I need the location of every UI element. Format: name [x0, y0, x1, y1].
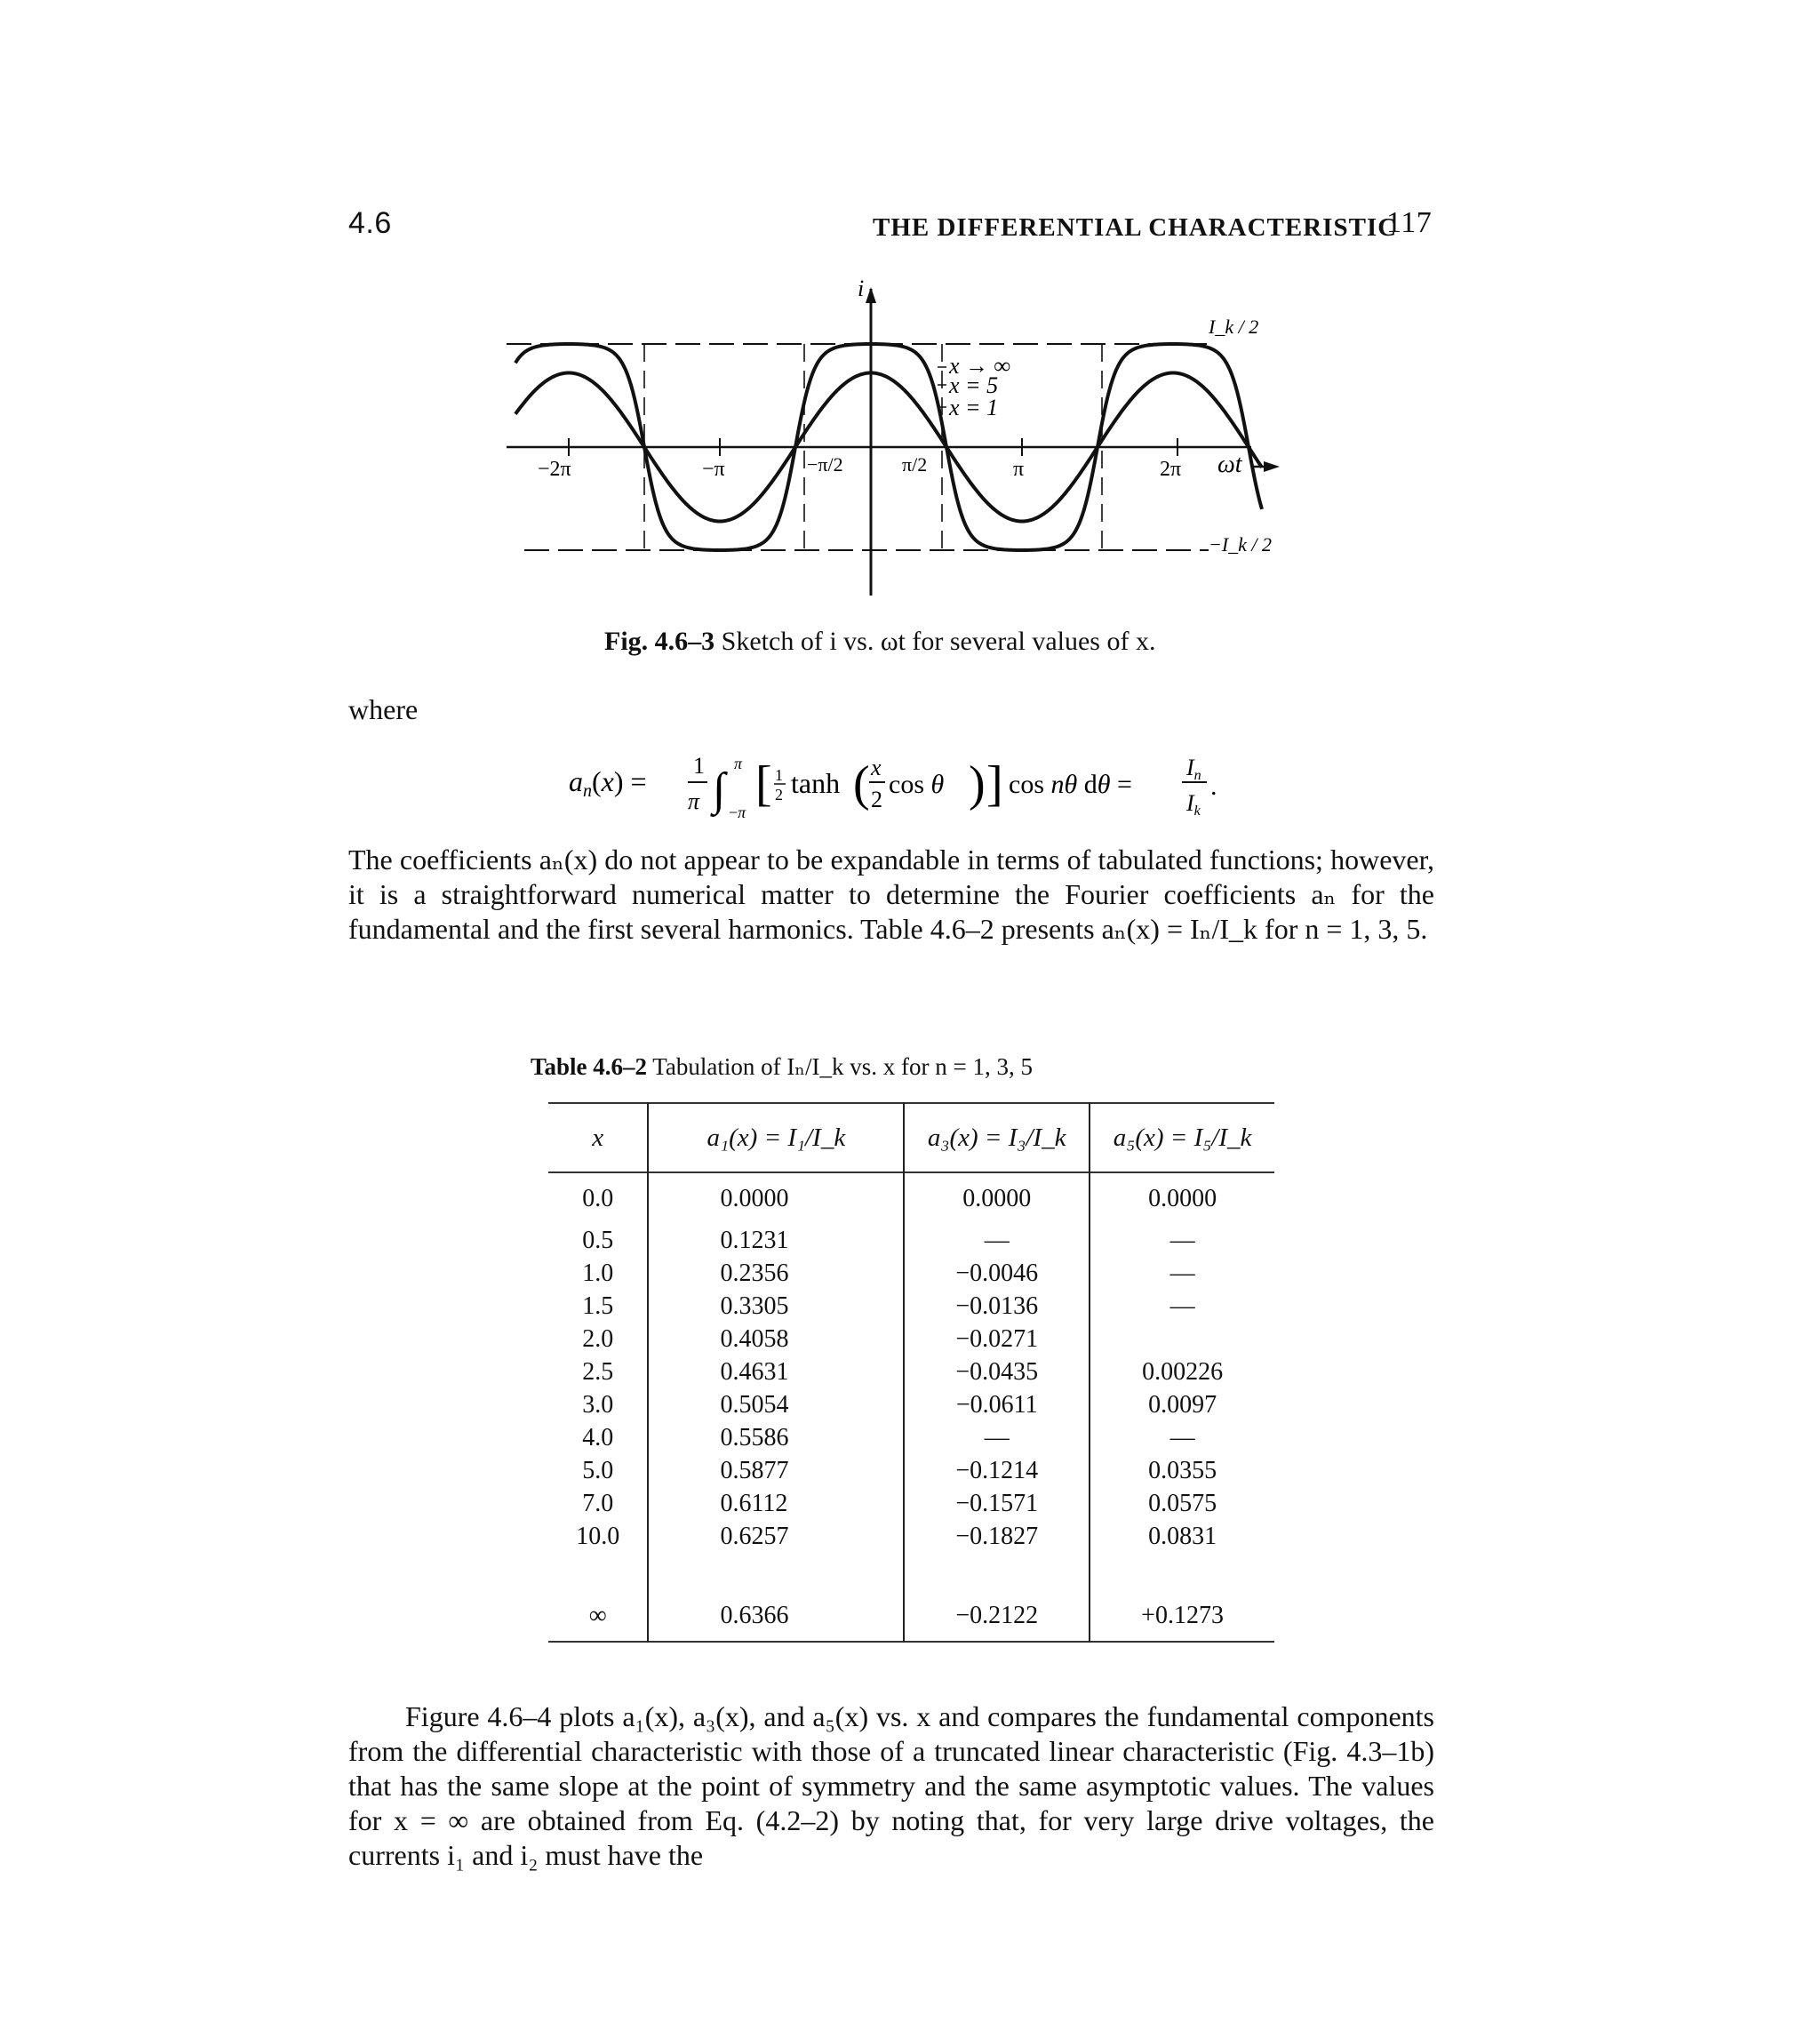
cell-a5: —	[1090, 1224, 1274, 1257]
table-row	[548, 1257, 1274, 1290]
cell-a3: −0.2122	[904, 1590, 1090, 1642]
svg-text:2: 2	[775, 786, 783, 804]
table-row	[548, 1454, 1274, 1487]
paragraph-1-text: The coefficients aₙ(x) do not appear to be expandable in terms of tabulated functions; however, it is a straightforward numerical matter to determine the Fourier coefficients aₙ for the fundamental and the first several harmonics. Table 4.6–2 presents aₙ(x) = Iₙ/I_k for n = 1, 3, 5.	[348, 844, 1434, 945]
cell-x: 1.5	[548, 1290, 648, 1323]
cell-a3: −0.0435	[904, 1355, 1090, 1388]
coefficient-table	[548, 1102, 1274, 1643]
svg-text:cos θ: cos θ	[889, 770, 945, 799]
cell-x: 2.5	[548, 1355, 648, 1388]
paragraph-2-text: Figure 4.6–4 plots a₁(x), a₃(x), and a₅(x) vs. x and compares the fundamental components from the differential characteristic with those of a truncated linear characteristic (Fig. 4.3–1b) that has the same slope at the point of symmetry and the same asymptotic values. The values for x = ∞ are obtained from Eq. (4.2–2) by noting that, for very large drive voltages, the currents i₁ and i₂ must have the	[348, 1700, 1434, 1871]
svg-text:1: 1	[775, 766, 783, 784]
svg-text:[: [	[755, 756, 772, 812]
spacer-cell	[1090, 1553, 1274, 1590]
table-row	[548, 1323, 1274, 1355]
cell-x: 4.0	[548, 1421, 648, 1454]
cell-a5: 0.0097	[1090, 1388, 1274, 1421]
cell-a3: −0.0611	[904, 1388, 1090, 1421]
cell-a1: 0.4058	[648, 1323, 904, 1355]
cell-a1: 0.6257	[648, 1520, 904, 1553]
svg-text:x: x	[871, 755, 882, 780]
spacer-cell	[648, 1553, 904, 1590]
page-number: 117	[1386, 206, 1433, 239]
table-caption-text: Tabulation of Iₙ/I_k vs. x for n = 1, 3, 5	[647, 1053, 1034, 1080]
cell-a5: —	[1090, 1421, 1274, 1454]
running-title: THE DIFFERENTIAL CHARACTERISTIC	[873, 213, 1398, 242]
cell-a1: 0.3305	[648, 1290, 904, 1323]
cell-a1: 0.5877	[648, 1454, 904, 1487]
cell-a5: 0.00226	[1090, 1355, 1274, 1388]
svg-text:an(x) =: an(x) =	[569, 765, 647, 801]
cell-a5: —	[1090, 1290, 1274, 1323]
paragraph-coefficients	[348, 843, 1434, 947]
top-level-label: I_k / 2	[1209, 316, 1259, 338]
curve-label-inf: x → ∞	[949, 353, 1011, 379]
paragraph-figure-comparison	[348, 1699, 1434, 1873]
x-axis-label: ωt	[1217, 451, 1242, 478]
y-axis-arrow	[866, 287, 876, 303]
svg-text:]: ]	[986, 756, 1003, 812]
svg-text:tanh: tanh	[791, 767, 841, 799]
cell-a1: 0.1231	[648, 1224, 904, 1257]
bottom-level-label: −I_k / 2	[1209, 533, 1273, 556]
section-number: 4.6	[348, 206, 392, 240]
cell-a3: −0.1571	[904, 1487, 1090, 1520]
cell-a3: —	[904, 1421, 1090, 1454]
cell-a5: 0.0000	[1090, 1172, 1274, 1224]
cell-x: 1.0	[548, 1257, 648, 1290]
cell-a3: 0.0000	[904, 1172, 1090, 1224]
cell-x: ∞	[548, 1590, 648, 1642]
tick-label-minus-pi: −π	[702, 458, 725, 481]
cell-x: 2.0	[548, 1323, 648, 1355]
cell-a1: 0.2356	[648, 1257, 904, 1290]
table-caption-label: Table 4.6–2	[531, 1053, 648, 1080]
tick-label-pi: π	[1013, 458, 1025, 481]
figure-caption-label: Fig. 4.6–3	[604, 627, 715, 656]
header-x: x	[548, 1103, 648, 1172]
cell-a1: 0.4631	[648, 1355, 904, 1388]
svg-text:cos nθ dθ =: cos nθ dθ =	[1009, 770, 1132, 799]
curve-label-1: x = 1	[949, 395, 999, 420]
svg-text:.: .	[1210, 772, 1217, 801]
table-header-row	[548, 1103, 1274, 1172]
figure-caption-text: Sketch of i vs. ωt for several values of x.	[714, 627, 1156, 656]
cell-a5: 0.0355	[1090, 1454, 1274, 1487]
tick-label-2pi: 2π	[1160, 458, 1182, 481]
cell-a3: −0.0271	[904, 1323, 1090, 1355]
cell-a5: —	[1090, 1257, 1274, 1290]
cell-x: 3.0	[548, 1388, 648, 1421]
equation-an	[569, 738, 1244, 836]
cell-x: 10.0	[548, 1520, 648, 1553]
cell-x: 0.5	[548, 1224, 648, 1257]
header-a3: a₃(x) = I₃/I_k	[904, 1103, 1090, 1172]
curve-label-5: x = 5	[949, 372, 999, 398]
cell-a1: 0.5054	[648, 1388, 904, 1421]
svg-text:−π: −π	[729, 804, 746, 821]
cell-a3: −0.0136	[904, 1290, 1090, 1323]
svg-text:): )	[969, 756, 986, 812]
cell-a1: 0.0000	[648, 1172, 904, 1224]
cell-x: 7.0	[548, 1487, 648, 1520]
table-row	[548, 1520, 1274, 1553]
table-row	[548, 1172, 1274, 1224]
table-row	[548, 1487, 1274, 1520]
waveform-plot	[498, 280, 1297, 609]
table-row	[548, 1355, 1274, 1388]
cell-a3: −0.1827	[904, 1520, 1090, 1553]
spacer-cell	[904, 1553, 1090, 1590]
svg-text:Ik: Ik	[1186, 790, 1201, 819]
where-text: where	[348, 693, 419, 725]
table-row	[548, 1421, 1274, 1454]
tick-label-minus-2pi: −2π	[538, 458, 571, 481]
cell-a5: 0.0575	[1090, 1487, 1274, 1520]
cell-a5: 0.0831	[1090, 1520, 1274, 1553]
table-spacer-row	[548, 1553, 1274, 1590]
table-row	[548, 1290, 1274, 1323]
svg-text:π: π	[688, 788, 700, 814]
svg-text:(: (	[853, 756, 870, 812]
cell-a5: +0.1273	[1090, 1590, 1274, 1642]
cell-a1: 0.5586	[648, 1421, 904, 1454]
cell-x: 5.0	[548, 1454, 648, 1487]
svg-text:1: 1	[693, 753, 705, 779]
svg-text:In: In	[1186, 755, 1201, 783]
header-a5: a₅(x) = I₅/I_k	[1090, 1103, 1274, 1172]
table-row	[548, 1388, 1274, 1421]
svg-text:2: 2	[871, 787, 882, 812]
spacer-cell	[548, 1553, 648, 1590]
cell-a3: −0.1214	[904, 1454, 1090, 1487]
svg-text:∫: ∫	[713, 764, 726, 815]
figure-caption	[604, 627, 1155, 657]
tick-label-minus-half-pi: −π/2	[807, 453, 843, 476]
cell-a3: —	[904, 1224, 1090, 1257]
cell-a5	[1090, 1323, 1274, 1355]
table-row	[548, 1224, 1274, 1257]
cell-a1: 0.6366	[648, 1590, 904, 1642]
svg-text:π: π	[734, 755, 743, 772]
table-body	[548, 1172, 1274, 1642]
equation-graphic	[569, 738, 1244, 836]
table-caption	[531, 1053, 1033, 1081]
table-row	[548, 1590, 1274, 1642]
cell-x: 0.0	[548, 1172, 648, 1224]
tick-label-half-pi: π/2	[902, 453, 928, 476]
y-axis-label: i	[858, 280, 865, 301]
figure-sketch	[498, 280, 1297, 609]
cell-a1: 0.6112	[648, 1487, 904, 1520]
header-a1: a₁(x) = I₁/I_k	[648, 1103, 904, 1172]
cell-a3: −0.0046	[904, 1257, 1090, 1290]
